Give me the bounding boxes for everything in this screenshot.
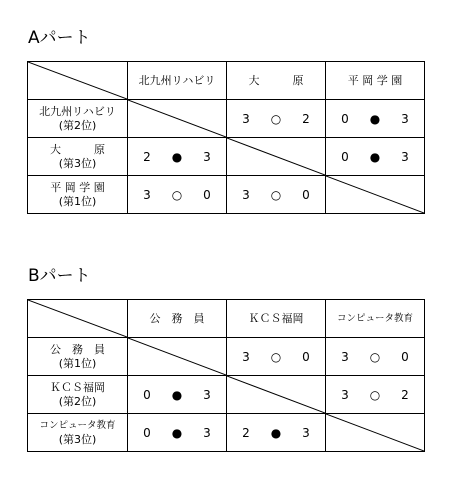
row-header: コンピュータ教育 (第3位) [28, 414, 128, 452]
diagonal-cell [128, 338, 227, 376]
result-mark: ● [369, 149, 381, 164]
result-mark: ● [171, 387, 183, 402]
row-header: 公 務 員 (第1位) [28, 338, 128, 376]
diagonal-cell [326, 176, 425, 214]
score-cell: 3 ○ 0 [326, 338, 425, 376]
score-cell: 2 ● 3 [128, 138, 227, 176]
result-mark: ○ [270, 187, 282, 202]
result-mark: ● [270, 425, 282, 440]
score-cell: 3 ○ 2 [326, 376, 425, 414]
corner-cell [28, 300, 128, 338]
result-mark: ○ [171, 187, 183, 202]
score-cell: 3 ○ 2 [227, 100, 326, 138]
score-cell: 0 ● 3 [128, 376, 227, 414]
part-a-title: Aパート [28, 28, 91, 48]
row-header: 北九州リハビリ (第2位) [28, 100, 128, 138]
diagonal-cell [326, 414, 425, 452]
result-mark: ○ [270, 349, 282, 364]
diagonal-cell [128, 100, 227, 138]
score-cell: 0 ● 3 [326, 138, 425, 176]
column-header: 北九州リハビリ [128, 62, 227, 100]
score-cell: 0 ● 3 [326, 100, 425, 138]
score-cell: 3 ○ 0 [227, 176, 326, 214]
row-header: 大 原 (第3位) [28, 138, 128, 176]
column-header: ＫＣＳ福岡 [227, 300, 326, 338]
column-header: 公 務 員 [128, 300, 227, 338]
result-mark: ○ [369, 387, 381, 402]
score-cell: 3 ○ 0 [128, 176, 227, 214]
diagonal-cell [227, 138, 326, 176]
row-header: ＫＣＳ福岡 (第2位) [28, 376, 128, 414]
result-mark: ● [171, 425, 183, 440]
column-header: 平 岡 学 園 [326, 62, 425, 100]
row-header: 平 岡 学 園 (第1位) [28, 176, 128, 214]
result-mark: ○ [369, 349, 381, 364]
result-mark: ● [171, 149, 183, 164]
result-mark: ● [369, 111, 381, 126]
score-cell: 2 ● 3 [227, 414, 326, 452]
score-cell: 0 ● 3 [128, 414, 227, 452]
result-mark: ○ [270, 111, 282, 126]
corner-cell [28, 62, 128, 100]
column-header: コンピュータ教育 [326, 300, 425, 338]
score-cell: 3 ○ 0 [227, 338, 326, 376]
part-a-table [27, 61, 425, 214]
column-header: 大 原 [227, 62, 326, 100]
diagonal-cell [227, 376, 326, 414]
part-b-title: Bパート [28, 266, 91, 286]
part-b-table [27, 299, 425, 452]
